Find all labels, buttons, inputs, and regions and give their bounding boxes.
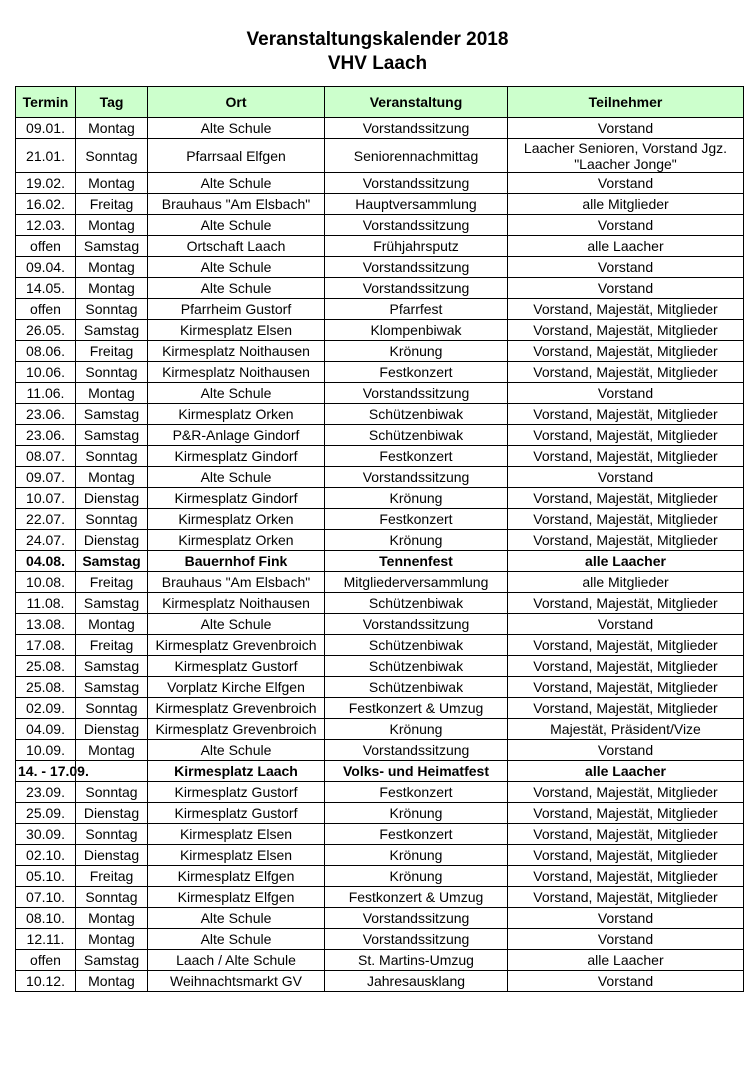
- cell-veranstaltung: Krönung: [325, 845, 508, 866]
- cell-ort: Kirmesplatz Gindorf: [148, 446, 325, 467]
- cell-teilnehmer: Vorstand, Majestät, Mitglieder: [508, 509, 744, 530]
- table-row: [16, 118, 744, 139]
- cell-teilnehmer: Vorstand: [508, 257, 744, 278]
- cell-tag: Montag: [76, 467, 148, 488]
- table-row: [16, 320, 744, 341]
- cell-tag: Montag: [76, 383, 148, 404]
- cell-ort: Weihnachtsmarkt GV: [148, 971, 325, 992]
- cell-teilnehmer: alle Laacher: [508, 761, 744, 782]
- cell-teilnehmer: Vorstand, Majestät, Mitglieder: [508, 425, 744, 446]
- table-row: [16, 698, 744, 719]
- cell-termin: 08.10.: [16, 908, 76, 929]
- cell-teilnehmer: Vorstand, Majestät, Mitglieder: [508, 887, 744, 908]
- table-row: [16, 614, 744, 635]
- cell-veranstaltung: Vorstandssitzung: [325, 383, 508, 404]
- cell-termin: 02.09.: [16, 698, 76, 719]
- cell-ort: Alte Schule: [148, 173, 325, 194]
- cell-tag: Samstag: [76, 404, 148, 425]
- cell-teilnehmer: alle Laacher: [508, 950, 744, 971]
- table-row: [16, 446, 744, 467]
- cell-teilnehmer: Vorstand, Majestät, Mitglieder: [508, 320, 744, 341]
- cell-tag: Samstag: [76, 425, 148, 446]
- table-row: [16, 383, 744, 404]
- cell-tag: Freitag: [76, 572, 148, 593]
- cell-ort: Kirmesplatz Grevenbroich: [148, 698, 325, 719]
- table-header-row: [16, 87, 744, 118]
- cell-veranstaltung: Krönung: [325, 719, 508, 740]
- cell-teilnehmer: Vorstand, Majestät, Mitglieder: [508, 446, 744, 467]
- table-row: [16, 950, 744, 971]
- cell-tag: Samstag: [76, 950, 148, 971]
- cell-tag: Samstag: [76, 551, 148, 572]
- cell-veranstaltung: Jahresausklang: [325, 971, 508, 992]
- cell-teilnehmer: Laacher Senioren, Vorstand Jgz. "Laacher Jonge": [508, 139, 744, 173]
- cell-veranstaltung: Hauptversammlung: [325, 194, 508, 215]
- table-row: [16, 341, 744, 362]
- table-row: [16, 887, 744, 908]
- cell-termin: 09.04.: [16, 257, 76, 278]
- cell-teilnehmer: alle Laacher: [508, 551, 744, 572]
- table-row: [16, 278, 744, 299]
- cell-teilnehmer: Vorstand, Majestät, Mitglieder: [508, 782, 744, 803]
- cell-teilnehmer: Vorstand: [508, 929, 744, 950]
- cell-ort: Alte Schule: [148, 118, 325, 139]
- cell-ort: Alte Schule: [148, 467, 325, 488]
- cell-teilnehmer: Vorstand, Majestät, Mitglieder: [508, 698, 744, 719]
- cell-veranstaltung: Festkonzert: [325, 824, 508, 845]
- cell-teilnehmer: alle Mitglieder: [508, 194, 744, 215]
- cell-termin: 13.08.: [16, 614, 76, 635]
- table-row: [16, 572, 744, 593]
- title-line-1: Veranstaltungskalender 2018: [246, 29, 509, 50]
- cell-veranstaltung: Krönung: [325, 341, 508, 362]
- cell-ort: Kirmesplatz Elsen: [148, 824, 325, 845]
- table-row: [16, 362, 744, 383]
- cell-veranstaltung: Vorstandssitzung: [325, 929, 508, 950]
- table-row: [16, 488, 744, 509]
- cell-termin: 25.08.: [16, 677, 76, 698]
- cell-termin: 10.06.: [16, 362, 76, 383]
- cell-teilnehmer: alle Mitglieder: [508, 572, 744, 593]
- cell-termin: 23.06.: [16, 404, 76, 425]
- table-row: [16, 824, 744, 845]
- cell-ort: Alte Schule: [148, 383, 325, 404]
- cell-termin: 25.09.: [16, 803, 76, 824]
- cell-termin: 04.09.: [16, 719, 76, 740]
- cell-tag: Montag: [76, 929, 148, 950]
- table-row: [16, 173, 744, 194]
- cell-tag: Sonntag: [76, 446, 148, 467]
- cell-termin: 23.09.: [16, 782, 76, 803]
- cell-ort: Brauhaus "Am Elsbach": [148, 194, 325, 215]
- cell-ort: Kirmesplatz Gindorf: [148, 488, 325, 509]
- cell-tag: Sonntag: [76, 299, 148, 320]
- table-row: [16, 404, 744, 425]
- cell-tag: Sonntag: [76, 698, 148, 719]
- cell-tag: Samstag: [76, 677, 148, 698]
- cell-termin: 07.10.: [16, 887, 76, 908]
- cell-teilnehmer: Vorstand, Majestät, Mitglieder: [508, 593, 744, 614]
- cell-tag: Dienstag: [76, 845, 148, 866]
- table-row: [16, 530, 744, 551]
- cell-teilnehmer: Vorstand, Majestät, Mitglieder: [508, 635, 744, 656]
- cell-veranstaltung: Frühjahrsputz: [325, 236, 508, 257]
- table-row: [16, 656, 744, 677]
- cell-veranstaltung: St. Martins-Umzug: [325, 950, 508, 971]
- cell-veranstaltung: Schützenbiwak: [325, 656, 508, 677]
- cell-ort: Laach / Alte Schule: [148, 950, 325, 971]
- cell-veranstaltung: Vorstandssitzung: [325, 215, 508, 236]
- cell-veranstaltung: Krönung: [325, 866, 508, 887]
- cell-ort: Kirmesplatz Noithausen: [148, 362, 325, 383]
- cell-veranstaltung: Klompenbiwak: [325, 320, 508, 341]
- cell-termin: 10.08.: [16, 572, 76, 593]
- table-row: [16, 509, 744, 530]
- column-header-veranstaltung: Veranstaltung: [325, 87, 508, 118]
- cell-ort: Pfarrheim Gustorf: [148, 299, 325, 320]
- cell-ort: Alte Schule: [148, 257, 325, 278]
- cell-ort: Alte Schule: [148, 215, 325, 236]
- cell-teilnehmer: alle Laacher: [508, 236, 744, 257]
- table-row: [16, 593, 744, 614]
- cell-tag: Samstag: [76, 320, 148, 341]
- table-row: [16, 194, 744, 215]
- cell-termin: 17.08.: [16, 635, 76, 656]
- cell-teilnehmer: Vorstand, Majestät, Mitglieder: [508, 404, 744, 425]
- cell-veranstaltung: Vorstandssitzung: [325, 740, 508, 761]
- cell-ort: Kirmesplatz Noithausen: [148, 341, 325, 362]
- cell-tag: Montag: [76, 118, 148, 139]
- cell-veranstaltung: Krönung: [325, 530, 508, 551]
- cell-tag: Montag: [76, 908, 148, 929]
- cell-ort: Kirmesplatz Gustorf: [148, 656, 325, 677]
- cell-veranstaltung: Krönung: [325, 803, 508, 824]
- table-row: [16, 908, 744, 929]
- table-row: [16, 719, 744, 740]
- cell-termin: 26.05.: [16, 320, 76, 341]
- cell-ort: Kirmesplatz Gustorf: [148, 782, 325, 803]
- cell-veranstaltung: Volks- und Heimatfest: [325, 761, 508, 782]
- cell-veranstaltung: Schützenbiwak: [325, 593, 508, 614]
- cell-termin: 23.06.: [16, 425, 76, 446]
- table-row: [16, 803, 744, 824]
- cell-tag: Samstag: [76, 593, 148, 614]
- cell-ort: Kirmesplatz Elsen: [148, 845, 325, 866]
- cell-ort: Kirmesplatz Grevenbroich: [148, 635, 325, 656]
- table-row: [16, 467, 744, 488]
- cell-ort: Alte Schule: [148, 908, 325, 929]
- table-row: [16, 299, 744, 320]
- cell-termin: offen: [16, 299, 76, 320]
- cell-tag: Dienstag: [76, 488, 148, 509]
- cell-veranstaltung: Mitgliederversammlung: [325, 572, 508, 593]
- cell-termin: 09.01.: [16, 118, 76, 139]
- cell-ort: Vorplatz Kirche Elfgen: [148, 677, 325, 698]
- cell-veranstaltung: Schützenbiwak: [325, 404, 508, 425]
- cell-teilnehmer: Vorstand: [508, 467, 744, 488]
- table-row: [16, 425, 744, 446]
- table-row: [16, 740, 744, 761]
- cell-teilnehmer: Vorstand, Majestät, Mitglieder: [508, 362, 744, 383]
- cell-termin: 21.01.: [16, 139, 76, 173]
- cell-termin: 25.08.: [16, 656, 76, 677]
- cell-termin: 10.09.: [16, 740, 76, 761]
- cell-tag: Samstag: [76, 656, 148, 677]
- cell-tag: Montag: [76, 278, 148, 299]
- cell-veranstaltung: Vorstandssitzung: [325, 278, 508, 299]
- column-header-tag: Tag: [76, 87, 148, 118]
- cell-teilnehmer: Vorstand, Majestät, Mitglieder: [508, 677, 744, 698]
- cell-ort: Kirmesplatz Noithausen: [148, 593, 325, 614]
- cell-termin: 11.06.: [16, 383, 76, 404]
- cell-termin: 11.08.: [16, 593, 76, 614]
- cell-termin: 16.02.: [16, 194, 76, 215]
- table-row: [16, 782, 744, 803]
- cell-veranstaltung: Schützenbiwak: [325, 635, 508, 656]
- table-row: [16, 635, 744, 656]
- cell-tag: Freitag: [76, 341, 148, 362]
- cell-teilnehmer: Vorstand: [508, 383, 744, 404]
- cell-tag: Sonntag: [76, 824, 148, 845]
- cell-teilnehmer: Vorstand: [508, 740, 744, 761]
- title-line-2: VHV Laach: [327, 53, 428, 74]
- cell-termin: 08.06.: [16, 341, 76, 362]
- cell-veranstaltung: Vorstandssitzung: [325, 614, 508, 635]
- cell-teilnehmer: Vorstand, Majestät, Mitglieder: [508, 656, 744, 677]
- cell-veranstaltung: Schützenbiwak: [325, 677, 508, 698]
- column-header-ort: Ort: [148, 87, 325, 118]
- table-row: [16, 845, 744, 866]
- cell-tag: Montag: [76, 257, 148, 278]
- cell-teilnehmer: Vorstand, Majestät, Mitglieder: [508, 824, 744, 845]
- cell-ort: Kirmesplatz Grevenbroich: [148, 719, 325, 740]
- cell-tag: Sonntag: [76, 509, 148, 530]
- cell-tag: Dienstag: [76, 719, 148, 740]
- cell-tag: Montag: [76, 614, 148, 635]
- cell-tag: Samstag: [76, 236, 148, 257]
- cell-ort: Alte Schule: [148, 740, 325, 761]
- cell-tag: Montag: [76, 215, 148, 236]
- cell-tag: Sonntag: [76, 139, 148, 173]
- cell-veranstaltung: Tennenfest: [325, 551, 508, 572]
- cell-ort: Pfarrsaal Elfgen: [148, 139, 325, 173]
- cell-termin: 02.10.: [16, 845, 76, 866]
- cell-veranstaltung: Seniorennachmittag: [325, 139, 508, 173]
- cell-tag: Sonntag: [76, 362, 148, 383]
- cell-veranstaltung: Festkonzert & Umzug: [325, 887, 508, 908]
- cell-tag: Montag: [76, 173, 148, 194]
- cell-ort: Bauernhof Fink: [148, 551, 325, 572]
- cell-ort: Alte Schule: [148, 614, 325, 635]
- cell-veranstaltung: Festkonzert & Umzug: [325, 698, 508, 719]
- cell-teilnehmer: Vorstand: [508, 908, 744, 929]
- table-row: [16, 215, 744, 236]
- cell-tag: Freitag: [76, 635, 148, 656]
- column-header-teilnehmer: Teilnehmer: [508, 87, 744, 118]
- cell-teilnehmer: Vorstand, Majestät, Mitglieder: [508, 803, 744, 824]
- cell-termin: 30.09.: [16, 824, 76, 845]
- cell-teilnehmer: Vorstand, Majestät, Mitglieder: [508, 866, 744, 887]
- cell-teilnehmer: Vorstand, Majestät, Mitglieder: [508, 341, 744, 362]
- cell-termin: 12.03.: [16, 215, 76, 236]
- cell-tag: Freitag: [76, 194, 148, 215]
- cell-tag: Sonntag: [76, 782, 148, 803]
- table-row: [16, 971, 744, 992]
- cell-tag: Montag: [76, 740, 148, 761]
- cell-ort: Ortschaft Laach: [148, 236, 325, 257]
- table-row: [16, 551, 744, 572]
- table-row: [16, 929, 744, 950]
- cell-ort: Brauhaus "Am Elsbach": [148, 572, 325, 593]
- cell-termin: 14.05.: [16, 278, 76, 299]
- cell-termin: 05.10.: [16, 866, 76, 887]
- table-row: [16, 139, 744, 173]
- cell-teilnehmer: Vorstand, Majestät, Mitglieder: [508, 488, 744, 509]
- cell-tag: Freitag: [76, 866, 148, 887]
- cell-teilnehmer: Vorstand, Majestät, Mitglieder: [508, 530, 744, 551]
- table-row: [16, 866, 744, 887]
- cell-termin: offen: [16, 950, 76, 971]
- cell-ort: Kirmesplatz Laach: [148, 761, 325, 782]
- cell-veranstaltung: Vorstandssitzung: [325, 908, 508, 929]
- cell-veranstaltung: Vorstandssitzung: [325, 467, 508, 488]
- cell-termin: 04.08.: [16, 551, 76, 572]
- event-calendar-table: [15, 86, 744, 992]
- cell-termin: 19.02.: [16, 173, 76, 194]
- cell-termin: 10.12.: [16, 971, 76, 992]
- cell-veranstaltung: Pfarrfest: [325, 299, 508, 320]
- cell-veranstaltung: Vorstandssitzung: [325, 173, 508, 194]
- cell-veranstaltung: Festkonzert: [325, 362, 508, 383]
- cell-teilnehmer: Vorstand: [508, 278, 744, 299]
- cell-veranstaltung: Festkonzert: [325, 782, 508, 803]
- cell-ort: Alte Schule: [148, 929, 325, 950]
- cell-termin: 22.07.: [16, 509, 76, 530]
- cell-ort: Kirmesplatz Elfgen: [148, 866, 325, 887]
- document-title: [0, 28, 755, 76]
- cell-veranstaltung: Festkonzert: [325, 446, 508, 467]
- cell-termin: 09.07.: [16, 467, 76, 488]
- cell-termin: 12.11.: [16, 929, 76, 950]
- cell-teilnehmer: Vorstand: [508, 614, 744, 635]
- cell-termin: 10.07.: [16, 488, 76, 509]
- cell-veranstaltung: Vorstandssitzung: [325, 118, 508, 139]
- cell-teilnehmer: Majestät, Präsident/Vize: [508, 719, 744, 740]
- cell-tag: Dienstag: [76, 530, 148, 551]
- cell-veranstaltung: Festkonzert: [325, 509, 508, 530]
- table-row: [16, 236, 744, 257]
- cell-tag: Sonntag: [76, 887, 148, 908]
- cell-teilnehmer: Vorstand: [508, 971, 744, 992]
- cell-termin: 08.07.: [16, 446, 76, 467]
- cell-termin: 24.07.: [16, 530, 76, 551]
- table-row: [16, 677, 744, 698]
- cell-teilnehmer: Vorstand: [508, 118, 744, 139]
- cell-ort: Kirmesplatz Elfgen: [148, 887, 325, 908]
- cell-teilnehmer: Vorstand: [508, 173, 744, 194]
- cell-ort: P&R-Anlage Gindorf: [148, 425, 325, 446]
- cell-ort: Alte Schule: [148, 278, 325, 299]
- cell-veranstaltung: Vorstandssitzung: [325, 257, 508, 278]
- cell-termin: 14. - 17.09.: [16, 761, 76, 782]
- cell-tag: Montag: [76, 971, 148, 992]
- table-row: [16, 257, 744, 278]
- cell-ort: Kirmesplatz Gustorf: [148, 803, 325, 824]
- cell-termin: offen: [16, 236, 76, 257]
- cell-ort: Kirmesplatz Orken: [148, 509, 325, 530]
- cell-teilnehmer: Vorstand, Majestät, Mitglieder: [508, 845, 744, 866]
- column-header-termin: Termin: [16, 87, 76, 118]
- cell-veranstaltung: Krönung: [325, 488, 508, 509]
- cell-teilnehmer: Vorstand, Majestät, Mitglieder: [508, 299, 744, 320]
- cell-teilnehmer: Vorstand: [508, 215, 744, 236]
- cell-veranstaltung: Schützenbiwak: [325, 425, 508, 446]
- table-row: [16, 761, 744, 782]
- cell-ort: Kirmesplatz Elsen: [148, 320, 325, 341]
- cell-ort: Kirmesplatz Orken: [148, 530, 325, 551]
- cell-ort: Kirmesplatz Orken: [148, 404, 325, 425]
- cell-tag: Dienstag: [76, 803, 148, 824]
